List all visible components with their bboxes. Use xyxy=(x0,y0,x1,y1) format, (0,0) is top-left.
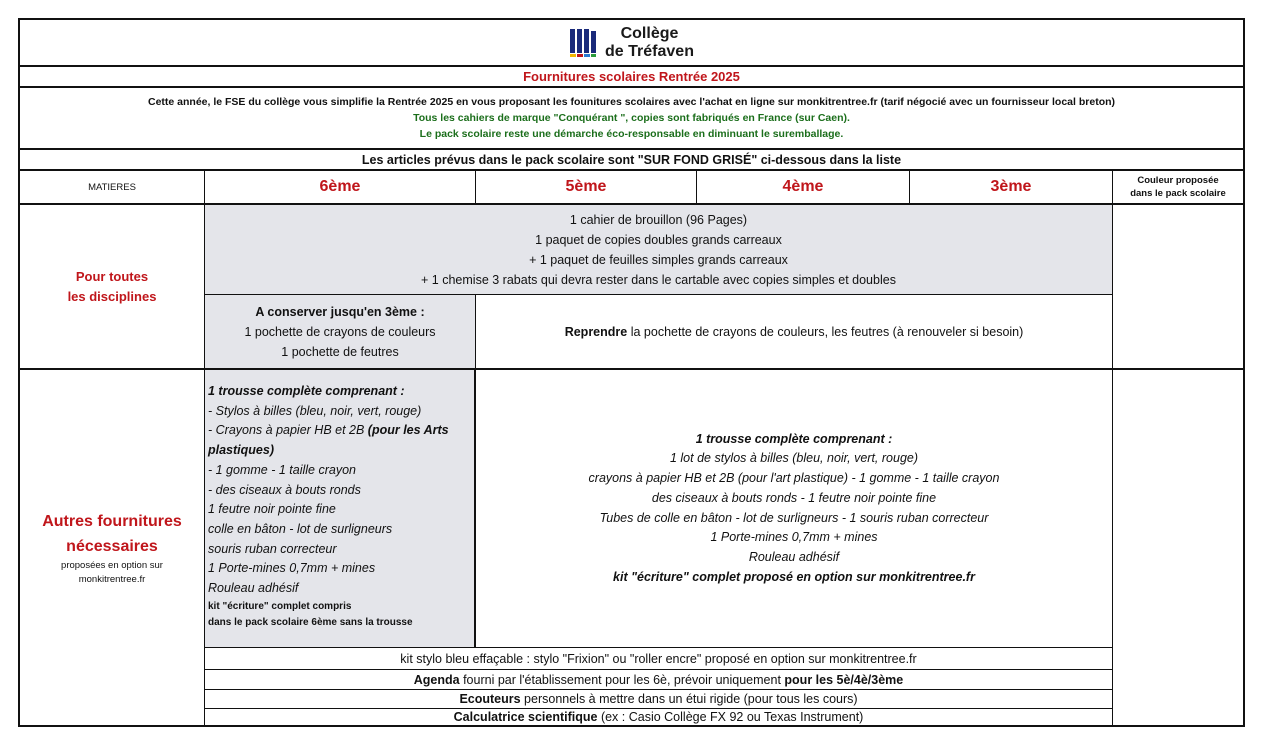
ecouteurs-text xyxy=(459,692,857,706)
section1-keep-block xyxy=(204,294,476,370)
section2-label xyxy=(18,369,205,727)
section1-item-4: + 1 chemise 3 rabats qui devra rester dans le cartable avec copies simples et doubles xyxy=(421,272,896,287)
section2-6eme-block xyxy=(204,369,476,648)
section2-label-small1: proposées en option sur xyxy=(61,559,163,571)
section2-label-line1: Autres fournitures xyxy=(42,512,182,530)
left-kit-note-1: kit "écriture" complet compris xyxy=(208,600,352,612)
left-item-2-arts-cont: plastiques) xyxy=(208,443,274,458)
intro-text: Cette année, le FSE du collège vous simplifie la Rentrée 2025 en vous proposant les founitures scolaires avec l'achat en ligne sur monkitrentree.fr (tarif négocié avec un fournisseur local breton) xyxy=(147,96,1116,108)
agenda-bold2: pour les 5è/4è/3ème xyxy=(784,672,904,687)
school-name-line1: Collège xyxy=(620,24,679,42)
right-kit-title: 1 trousse complète comprenant : xyxy=(695,431,893,446)
calc-text xyxy=(454,710,864,724)
right-item-4: Tubes de colle en bâton - lot de surligneurs - 1 souris ruban correcteur xyxy=(599,510,989,525)
section2-label-line2: nécessaires xyxy=(66,537,158,555)
left-item-2 xyxy=(208,421,474,441)
col-header-6eme: 6ème xyxy=(204,170,476,205)
right-item-3: des ciseaux à bouts ronds - 1 feutre noir pointe fine xyxy=(651,490,937,505)
calculatrice-row xyxy=(204,708,1113,727)
logo-row xyxy=(18,18,1245,66)
left-item-2-text: - Crayons à papier HB et 2B xyxy=(208,423,368,438)
calc-bold: Calculatrice scientifique xyxy=(453,710,598,724)
left-item-5: 1 feutre noir pointe fine xyxy=(208,502,336,517)
ecouteurs-bold: Ecouteurs xyxy=(459,692,521,706)
right-kit-note: kit "écriture" complet proposé en option sur monkitrentree.fr xyxy=(613,569,975,584)
section1-color-cell xyxy=(1112,204,1245,370)
section1-label-line2: les disciplines xyxy=(67,288,157,304)
keep-line-2: 1 pochette de feutres xyxy=(281,344,399,359)
left-item-8: 1 Porte-mines 0,7mm + mines xyxy=(208,561,376,576)
col-header-subjects: MATIERES xyxy=(18,170,205,205)
section2-color-cell xyxy=(1112,369,1245,727)
section1-label-line1: Pour toutes xyxy=(75,268,149,284)
left-item-7: souris ruban correcteur xyxy=(208,541,337,556)
section1-item-1: 1 cahier de brouillon (96 Pages) xyxy=(569,212,748,227)
green-note-1: Tous les cahiers de marque "Conquérant ", copies sont fabriqués en France (sur Caen). xyxy=(413,112,850,124)
left-item-9: Rouleau adhésif xyxy=(208,581,299,596)
left-item-4: - des ciseaux à bouts ronds xyxy=(208,482,361,497)
right-item-1: 1 lot de stylos à billes (bleu, noir, vert, rouge) xyxy=(669,451,919,466)
section2-5-3eme-block xyxy=(475,369,1113,648)
keep-line-1: 1 pochette de crayons de couleurs xyxy=(244,324,436,339)
kit-stylo-row: kit stylo bleu effaçable : stylo "Frixion" ou "roller encre" proposé en option sur monkitrentree.fr xyxy=(204,647,1113,670)
col-header-5eme: 5ème xyxy=(475,170,697,205)
agenda-rest: fourni par l'établissement pour les 6è, prévoir uniquement xyxy=(459,672,785,687)
school-logo xyxy=(569,25,694,61)
ecouteurs-row xyxy=(204,689,1113,709)
school-name xyxy=(605,25,694,61)
reprendre-rest: la pochette de crayons de couleurs, les feutres (à renouveler si besoin) xyxy=(627,324,1024,339)
reprendre-text xyxy=(565,325,1024,339)
agenda-text xyxy=(414,673,903,687)
intro-block xyxy=(18,87,1245,149)
col-header-3eme: 3ème xyxy=(909,170,1113,205)
section1-item-2: 1 paquet de copies doubles grands carreaux xyxy=(535,232,782,247)
section1-grey-block xyxy=(204,204,1113,295)
ecouteurs-rest: personnels à mettre dans un étui rigide (pour tous les cours) xyxy=(520,692,858,706)
keep-title: A conserver jusqu'en 3ème : xyxy=(255,304,425,319)
right-item-6: Rouleau adhésif xyxy=(748,549,840,564)
couleur-line2: dans le pack scolaire xyxy=(1130,188,1226,199)
left-item-1: - Stylos à billes (bleu, noir, vert, rouge) xyxy=(208,403,422,418)
section2-label-small2: monkitrentree.fr xyxy=(78,573,146,585)
left-kit-title: 1 trousse complète comprenant : xyxy=(208,384,405,398)
calc-rest: (ex : Casio Collège FX 92 ou Texas Instrument) xyxy=(597,710,864,724)
right-item-2: crayons à papier HB et 2B (pour l'art plastique) - 1 gomme - 1 taille crayon xyxy=(588,471,1000,486)
green-note-2: Le pack scolaire reste une démarche éco-responsable en diminuant le suremballage. xyxy=(419,128,844,140)
section1-reprendre-block xyxy=(475,294,1113,370)
col-header-4eme: 4ème xyxy=(696,170,910,205)
couleur-line1: Couleur proposée xyxy=(1137,175,1219,186)
reprendre-bold: Reprendre xyxy=(564,324,628,339)
left-kit-note-2: dans le pack scolaire 6ème sans la trousse xyxy=(208,616,413,628)
col-header-couleur xyxy=(1112,170,1245,205)
book-logo-icon xyxy=(569,27,597,59)
left-item-3: - 1 gomme - 1 taille crayon xyxy=(208,462,356,477)
left-item-6: colle en bâton - lot de surligneurs xyxy=(208,521,393,536)
agenda-row xyxy=(204,669,1113,690)
right-item-5: 1 Porte-mines 0,7mm + mines xyxy=(710,530,878,545)
section1-label xyxy=(18,204,205,370)
school-name-line2: de Tréfaven xyxy=(605,42,694,60)
pack-notice: Les articles prévus dans le pack scolaire sont "SUR FOND GRISÉ" ci-dessous dans la liste xyxy=(18,149,1245,170)
page-title: Fournitures scolaires Rentrée 2025 xyxy=(18,66,1245,87)
left-item-2-arts: (pour les Arts xyxy=(367,423,449,438)
section1-item-3: + 1 paquet de feuilles simples grands carreaux xyxy=(529,252,788,267)
agenda-bold: Agenda xyxy=(413,672,460,687)
